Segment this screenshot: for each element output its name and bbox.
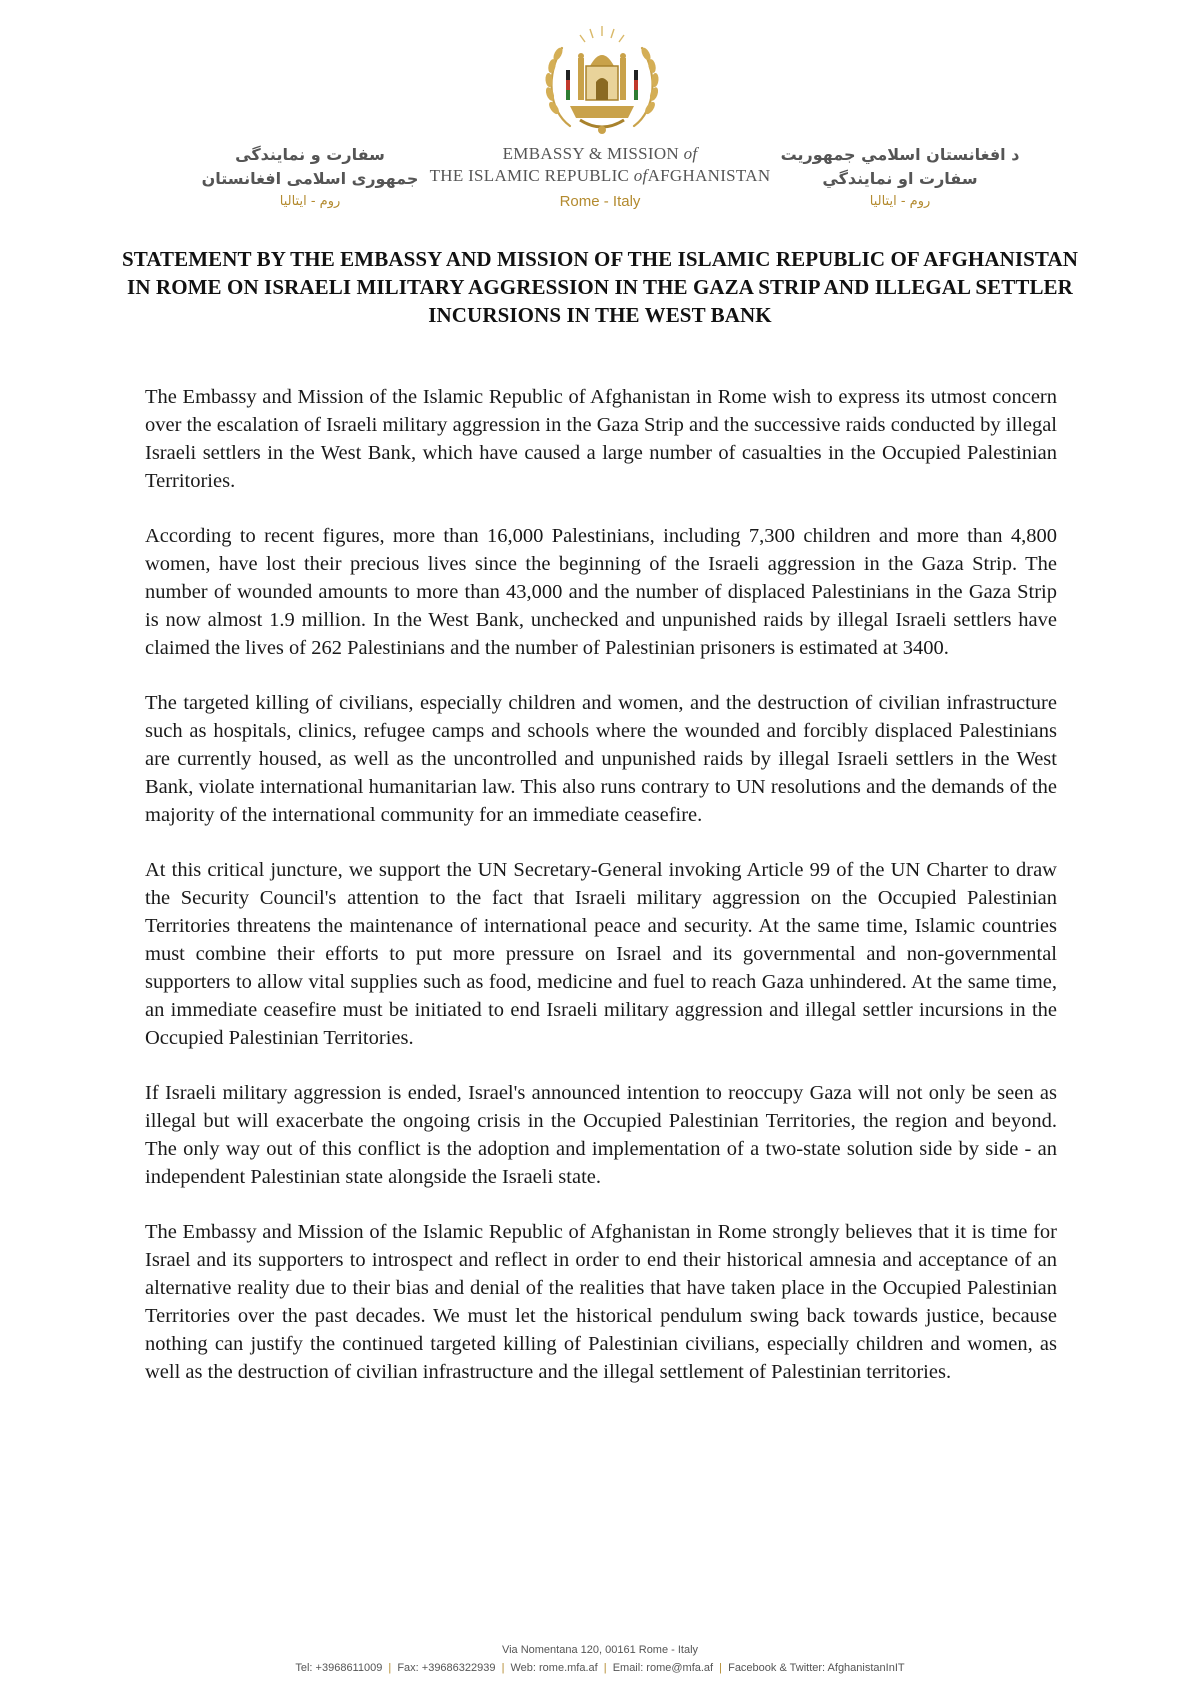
footer-fax: Fax: +39686322939: [397, 1662, 496, 1674]
letterhead-dari-line2: جمهوری اسلامی افغانستان: [201, 169, 419, 188]
footer-separator: |: [388, 1662, 392, 1674]
afghanistan-coat-of-arms-icon: [540, 22, 664, 142]
paragraph-6: The Embassy and Mission of the Islamic Republic of Afghanistan in Rome strongly believes that it is time for Israel and its supporters to introspect and reflect in order to end their historical amnesia and acceptance of an alternative reality due to their bias and denial of the realities that have taken place in the Occupied Palestinian Territories over the past decades. We must let the historical pendulum swing back towards justice, because nothing can justify the continued targeted killing of Palestinian civilians, especially children and women, as well as the destruction of civilian infrastructure and the illegal settlement of Palestinian territories.: [145, 1221, 1057, 1383]
footer-email: Email: rome@mfa.af: [612, 1662, 714, 1674]
footer-web: Web: rome.mfa.af: [510, 1662, 598, 1674]
footer-address: Via Nomentana 120, 00161 Rome - Italy: [501, 1644, 699, 1656]
footer-separator: |: [719, 1662, 723, 1674]
statement-body: [145, 383, 1057, 1413]
letterhead-pashto-line1: د افغانستان اسلامي جمهوريت: [780, 145, 1020, 164]
letterhead-english-city: Rome - Italy: [559, 193, 641, 210]
letterhead-english-line1: EMBASSY & MISSION of: [502, 144, 698, 163]
letterhead-dari-line1: سفارت و نمایندگی: [235, 145, 385, 164]
footer-tel: Tel: +3968611009: [295, 1662, 383, 1674]
letterhead: [0, 0, 1200, 230]
paragraph-2: According to recent figures, more than 16,000 Palestinians, including 7,300 children and more than 4,800 women, have lost their precious lives since the beginning of the Israeli aggression in the Gaza Strip. The number of wounded amounts to more than 43,000 and the number of displaced Palestinians in the Gaza Strip is now almost 1.9 million. In the West Bank, unchecked and unpunished raids by illegal Israeli settlers have claimed the lives of 262 Palestinians and the number of Palestinian prisoners is estimated at 3400.: [145, 525, 1057, 659]
letterhead-pashto-city: روم - ایتالیا: [869, 194, 931, 209]
paragraph-3: The targeted killing of civilians, especially children and women, and the destruction of civilian infrastructure such as hospitals, clinics, refugee camps and schools where the wounded and forcibly displaced Palestinians are currently housed, as well as the uncontrolled and unpunished raids by illegal Israeli settlers in the West Bank, violate international humanitarian law. This also runs contrary to UN resolutions and the demands of the majority of the international community for an immediate ceasefire.: [145, 692, 1057, 826]
letterhead-english: [400, 143, 800, 211]
footer-contacts: [0, 1660, 1200, 1676]
letterhead-pashto-line2: سفارت او نمايندگي: [822, 169, 978, 188]
letterhead-dari-city: روم - ایتالیا: [279, 194, 341, 209]
paragraph-1: The Embassy and Mission of the Islamic Republic of Afghanistan in Rome wish to express its utmost concern over the escalation of Israeli military aggression in the Gaza Strip and the successive raids conducted by illegal Israeli settlers in the West Bank, which have caused a large number of casualties in the Occupied Palestinian Territories.: [145, 386, 1057, 492]
footer-social: Facebook & Twitter: AfghanistanInIT: [728, 1662, 905, 1674]
paragraph-5: If Israeli military aggression is ended, Israel's announced intention to reoccupy Gaza will not only be seen as illegal but will exacerbate the ongoing crisis in the Occupied Palestinian Territories, the region and beyond. The only way out of this conflict is the adoption and implementation of a two-state solution side by side - an independent Palestinian state alongside the Israeli state.: [145, 1082, 1057, 1188]
footer-separator: |: [501, 1662, 505, 1674]
letterhead-dari: [190, 143, 430, 211]
statement-title: STATEMENT BY THE EMBASSY AND MISSION OF THE ISLAMIC REPUBLIC OF AFGHANISTAN IN ROME ON ISRAELI MILITARY AGGRESSION IN THE GAZA STRIP AND ILLEGAL SETTLER INCURSIONS IN THE WEST BANK: [122, 247, 1078, 327]
letterhead-pashto: [780, 143, 1020, 211]
paragraph-4: At this critical juncture, we support the UN Secretary-General invoking Article 99 of the UN Charter to draw the Security Council's attention to the fact that Israeli military aggression on the Occupied Palestinian Territories threatens the maintenance of international peace and security. At the same time, Islamic countries must combine their efforts to put more pressure on Israel and its governmental and non-governmental supporters to allow vital supplies such as food, medicine and fuel to reach Gaza unhindered. At the same time, an immediate ceasefire must be initiated to end Israeli military aggression and illegal settler incursions in the Occupied Palestinian Territories.: [145, 859, 1057, 1049]
footer: [0, 1642, 1200, 1676]
letterhead-english-line2: THE ISLAMIC REPUBLIC ofAFGHANISTAN: [429, 166, 771, 185]
footer-separator: |: [603, 1662, 607, 1674]
